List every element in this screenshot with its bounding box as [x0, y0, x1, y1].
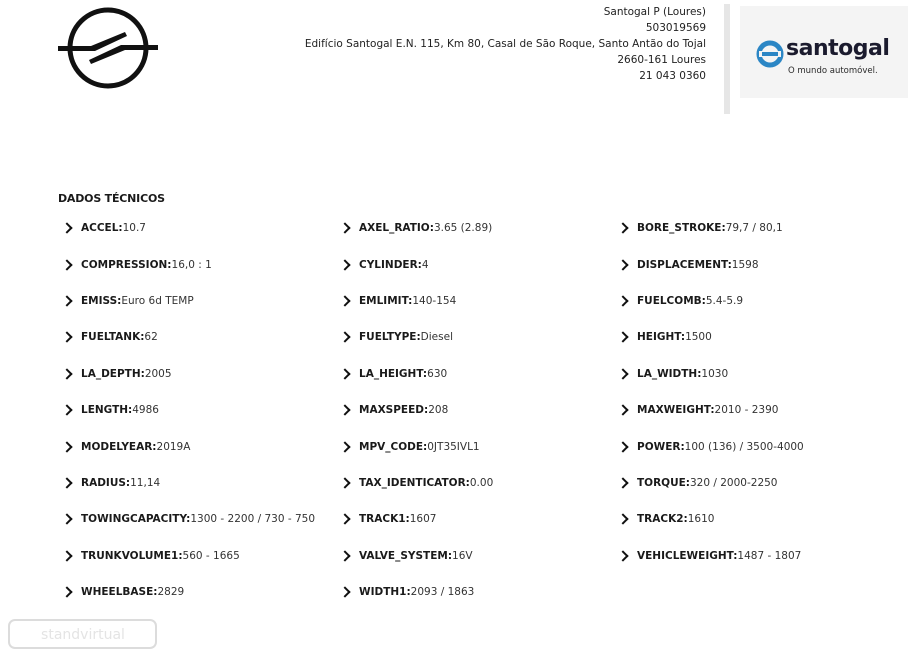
chevron-right-icon: [339, 295, 350, 306]
chevron-right-icon: [617, 514, 628, 525]
spec-key: TOWINGCAPACITY:: [81, 513, 191, 526]
santogal-logo-tagline: O mundo automóvel.: [788, 66, 878, 76]
spec-item: [62, 246, 340, 282]
spec-item: [340, 501, 618, 537]
spec-key: AXEL_RATIO:: [359, 222, 434, 235]
chevron-right-icon: [617, 550, 628, 561]
spec-value: 2829: [157, 586, 185, 599]
spec-key: MODELYEAR:: [81, 440, 157, 453]
chevron-right-icon: [61, 477, 72, 488]
santogal-mark-icon: [756, 40, 784, 68]
spec-key: LA_HEIGHT:: [359, 367, 428, 380]
spec-key: LENGTH:: [81, 404, 133, 417]
spec-item: [62, 210, 340, 246]
chevron-right-icon: [617, 332, 628, 343]
spec-item: [62, 319, 340, 355]
spec-key: TRACK2:: [637, 513, 688, 526]
chevron-right-icon: [339, 332, 350, 343]
dealer-postal: 2660-161 Loures: [617, 54, 706, 66]
spec-item: [618, 465, 902, 501]
chevron-right-icon: [61, 223, 72, 234]
chevron-right-icon: [61, 368, 72, 379]
spec-item: [340, 210, 618, 246]
spec-item: [62, 465, 340, 501]
spec-key: HEIGHT:: [637, 331, 686, 344]
spec-value: Diesel: [420, 331, 453, 344]
opel-logo: [55, 6, 161, 90]
watermark-text: standvirtual: [41, 627, 125, 643]
spec-key: EMISS:: [81, 294, 122, 307]
spec-item: [340, 574, 618, 610]
spec-item: [618, 246, 902, 282]
spec-key: TORQUE:: [637, 476, 690, 489]
spec-key: CYLINDER:: [359, 258, 422, 271]
chevron-right-icon: [61, 332, 72, 343]
spec-value: 100 (136) / 3500-4000: [684, 440, 804, 453]
spec-key: VALVE_SYSTEM:: [359, 549, 453, 562]
spec-item: [618, 538, 902, 574]
spec-value: 2019A: [156, 440, 191, 453]
spec-key: MAXSPEED:: [359, 404, 429, 417]
header-divider: [724, 4, 730, 114]
santogal-logo-text: santogal: [786, 36, 890, 61]
spec-item: [618, 428, 902, 464]
spec-key: VEHICLEWEIGHT:: [637, 549, 738, 562]
chevron-right-icon: [339, 550, 350, 561]
spec-item: [340, 319, 618, 355]
chevron-right-icon: [617, 223, 628, 234]
spec-value: 630: [427, 367, 448, 380]
chevron-right-icon: [61, 259, 72, 270]
spec-item: [62, 538, 340, 574]
spec-key: WIDTH1:: [359, 586, 411, 599]
chevron-right-icon: [61, 441, 72, 452]
spec-value: 16V: [452, 549, 473, 562]
dealer-name: Santogal P (Loures): [603, 6, 706, 18]
chevron-right-icon: [339, 259, 350, 270]
chevron-right-icon: [339, 368, 350, 379]
chevron-right-icon: [61, 550, 72, 561]
chevron-right-icon: [339, 477, 350, 488]
spec-key: WHEELBASE:: [81, 586, 158, 599]
spec-value: 1300 - 2200 / 730 - 750: [190, 513, 316, 526]
chevron-right-icon: [339, 586, 350, 597]
spec-item: [340, 356, 618, 392]
chevron-right-icon: [339, 223, 350, 234]
spec-key: LA_WIDTH:: [637, 367, 702, 380]
spec-value: 62: [144, 331, 158, 344]
chevron-right-icon: [617, 295, 628, 306]
spec-value: 1487 - 1807: [737, 549, 802, 562]
spec-value: 16,0 : 1: [171, 258, 212, 271]
spec-key: MAXWEIGHT:: [637, 404, 715, 417]
spec-value: 10.7: [122, 222, 146, 235]
dealer-phone: 21 043 0360: [639, 70, 706, 82]
spec-key: EMLIMIT:: [359, 294, 413, 307]
chevron-right-icon: [617, 477, 628, 488]
spec-key: FUELCOMB:: [637, 294, 706, 307]
spec-item: [340, 283, 618, 319]
spec-value: 1607: [409, 513, 437, 526]
spec-item: [618, 210, 902, 246]
specs-grid: [62, 210, 902, 610]
spec-value: 5.4-5.9: [705, 294, 744, 307]
spec-value: 1030: [701, 367, 729, 380]
spec-item: [62, 574, 340, 610]
spec-value: 1598: [731, 258, 759, 271]
chevron-right-icon: [61, 514, 72, 525]
spec-item: [62, 428, 340, 464]
spec-key: FUELTYPE:: [359, 331, 421, 344]
spec-key: TRACK1:: [359, 513, 410, 526]
spec-item: [340, 428, 618, 464]
dealer-address: Edifício Santogal E.N. 115, Km 80, Casal de São Roque, Santo Antão do Tojal: [304, 38, 706, 50]
spec-key: TAX_IDENTICATOR:: [359, 476, 470, 489]
spec-value: 560 - 1665: [182, 549, 240, 562]
spec-value: 79,7 / 80,1: [725, 222, 783, 235]
spec-key: ACCEL:: [81, 222, 123, 235]
spec-value: 2093 / 1863: [410, 586, 475, 599]
spec-value: 0.00: [469, 476, 494, 489]
spec-value: 2005: [144, 367, 172, 380]
spec-key: DISPLACEMENT:: [637, 258, 732, 271]
chevron-right-icon: [617, 441, 628, 452]
section-title: DADOS TÉCNICOS: [58, 192, 165, 205]
dealer-nif: 503019569: [645, 22, 706, 34]
spec-key: RADIUS:: [81, 476, 131, 489]
spec-item: [340, 465, 618, 501]
chevron-right-icon: [339, 441, 350, 452]
chevron-right-icon: [339, 514, 350, 525]
spec-item: [62, 392, 340, 428]
spec-item: [618, 392, 902, 428]
spec-value: 140-154: [412, 294, 457, 307]
spec-value: 11,14: [130, 476, 161, 489]
spec-key: LA_DEPTH:: [81, 367, 145, 380]
spec-value: 0JT35IVL1: [427, 440, 480, 453]
chevron-right-icon: [61, 586, 72, 597]
spec-key: POWER:: [637, 440, 685, 453]
spec-value: 4: [421, 258, 429, 271]
chevron-right-icon: [61, 295, 72, 306]
spec-key: MPV_CODE:: [359, 440, 428, 453]
spec-item: [618, 283, 902, 319]
standvirtual-watermark: [8, 617, 158, 651]
chevron-right-icon: [617, 259, 628, 270]
spec-item: [62, 356, 340, 392]
spec-key: FUELTANK:: [81, 331, 145, 344]
spec-item: [340, 246, 618, 282]
spec-item: [618, 501, 902, 537]
chevron-right-icon: [617, 368, 628, 379]
spec-value: 2010 - 2390: [714, 404, 779, 417]
spec-value: 1610: [687, 513, 715, 526]
spec-key: BORE_STROKE:: [637, 222, 726, 235]
spec-value: 1500: [685, 331, 712, 344]
spec-item: [618, 319, 902, 355]
spec-item: [618, 356, 902, 392]
spec-value: 3.65 (2.89): [433, 222, 493, 235]
spec-value: 320 / 2000-2250: [690, 476, 778, 489]
spec-key: TRUNKVOLUME1:: [81, 549, 183, 562]
chevron-right-icon: [617, 404, 628, 415]
spec-item: [340, 392, 618, 428]
spec-value: 208: [428, 404, 449, 417]
spec-value: Euro 6d TEMP: [121, 294, 194, 307]
spec-key: COMPRESSION:: [81, 258, 172, 271]
chevron-right-icon: [339, 404, 350, 415]
spec-item: [62, 283, 340, 319]
dealer-info: [305, 4, 706, 84]
spec-item: [62, 501, 340, 537]
spec-value: 4986: [132, 404, 159, 417]
spec-item: [340, 538, 618, 574]
santogal-logo: [740, 6, 908, 98]
chevron-right-icon: [61, 404, 72, 415]
